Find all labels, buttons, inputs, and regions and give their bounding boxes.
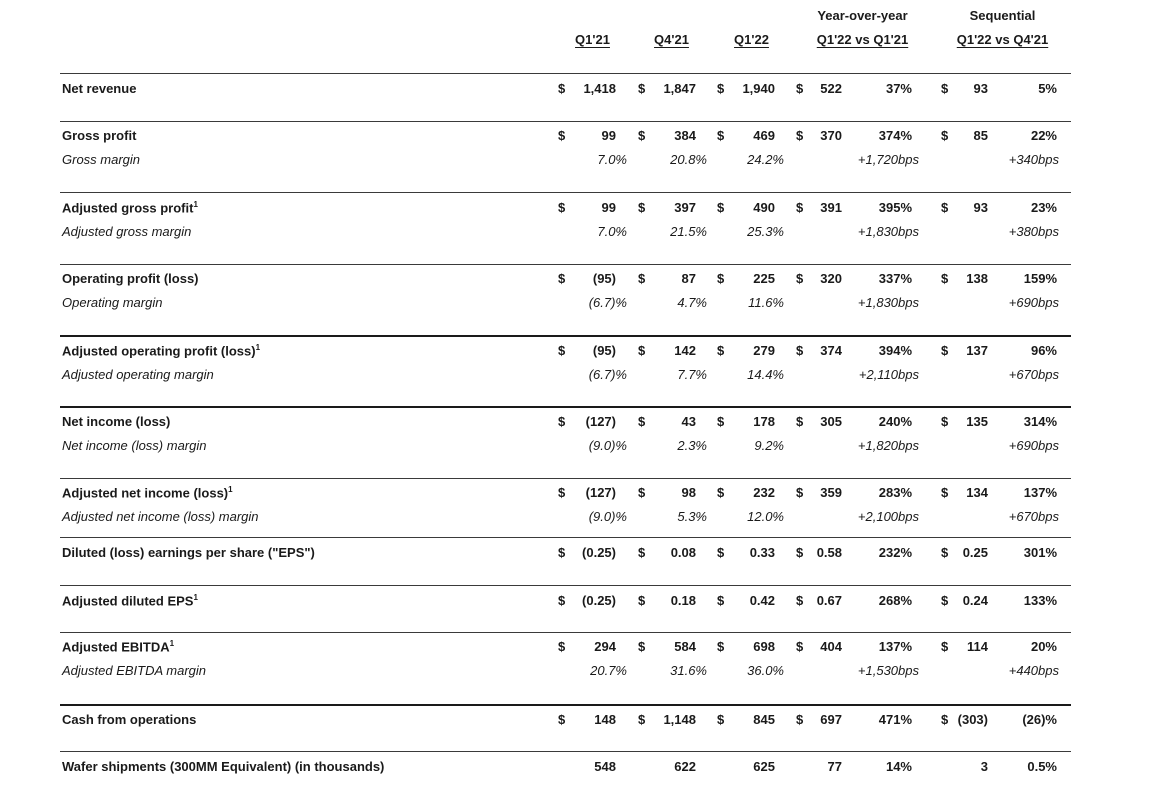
row-label bbox=[62, 271, 199, 286]
col-header-yoy: Q1'22 vs Q1'21 bbox=[816, 32, 909, 47]
value-cell: 294 bbox=[594, 639, 616, 654]
value-cell: 240% bbox=[878, 414, 912, 429]
table-subrow bbox=[0, 435, 1159, 457]
currency-symbol: $ bbox=[941, 485, 949, 500]
margin-cell: 5.3% bbox=[677, 509, 707, 524]
value-cell: 584 bbox=[674, 639, 696, 654]
table-row bbox=[0, 542, 1159, 564]
value-cell: 232% bbox=[878, 545, 912, 560]
table-divider bbox=[60, 478, 1071, 479]
currency-symbol: $ bbox=[941, 545, 949, 560]
value-cell: 0.67 bbox=[816, 593, 842, 608]
row-label-text: Wafer shipments (300MM Equivalent) (in thousands) bbox=[62, 759, 385, 774]
value-cell: 77 bbox=[827, 759, 842, 774]
value-cell: 159% bbox=[1023, 271, 1057, 286]
row-label-text: Adjusted gross profit bbox=[62, 200, 194, 216]
row-label bbox=[62, 712, 196, 727]
table-row bbox=[0, 636, 1159, 658]
table-row bbox=[0, 756, 1159, 778]
currency-symbol: $ bbox=[638, 593, 646, 608]
value-cell: 1,148 bbox=[663, 712, 696, 727]
value-cell: 43 bbox=[681, 414, 696, 429]
row-label bbox=[62, 759, 384, 774]
table-subrow bbox=[0, 221, 1159, 243]
currency-symbol: $ bbox=[558, 712, 566, 727]
yoy-header: Year-over-year bbox=[817, 8, 908, 23]
table-row bbox=[0, 340, 1159, 362]
currency-symbol: $ bbox=[558, 81, 566, 96]
table-subrow bbox=[0, 364, 1159, 386]
row-label-text: Adjusted net income (loss) bbox=[62, 485, 229, 501]
currency-symbol: $ bbox=[941, 81, 949, 96]
margin-cell: 12.0% bbox=[747, 509, 784, 524]
table-row bbox=[0, 709, 1159, 731]
margin-cell: (9.0)% bbox=[588, 509, 627, 524]
margin-cell: +670bps bbox=[1008, 367, 1059, 382]
margin-cell: 21.5% bbox=[670, 224, 707, 239]
row-label bbox=[62, 367, 214, 382]
table-row bbox=[0, 590, 1159, 612]
value-cell: 137% bbox=[1023, 485, 1057, 500]
footnote-marker: 1 bbox=[193, 200, 198, 209]
currency-symbol: $ bbox=[796, 639, 804, 654]
value-cell: 374 bbox=[820, 343, 842, 358]
table-divider bbox=[60, 192, 1071, 193]
value-cell: 471% bbox=[878, 712, 912, 727]
currency-symbol: $ bbox=[558, 200, 566, 215]
value-cell: 490 bbox=[753, 200, 775, 215]
table-divider bbox=[60, 537, 1071, 538]
value-cell: 142 bbox=[674, 343, 696, 358]
margin-cell: 14.4% bbox=[747, 367, 784, 382]
row-label-text: Adjusted net income (loss) margin bbox=[62, 509, 259, 524]
value-cell: 98 bbox=[681, 485, 696, 500]
value-cell: 5% bbox=[1038, 81, 1057, 96]
value-cell: 23% bbox=[1030, 200, 1057, 215]
value-cell: 148 bbox=[594, 712, 616, 727]
value-cell: 0.5% bbox=[1027, 759, 1057, 774]
currency-symbol: $ bbox=[558, 343, 566, 358]
row-label bbox=[62, 438, 207, 453]
row-label-text: Adjusted diluted EPS bbox=[62, 593, 194, 609]
margin-cell: 24.2% bbox=[747, 152, 784, 167]
value-cell: 395% bbox=[878, 200, 912, 215]
row-label bbox=[62, 343, 260, 358]
value-cell: 397 bbox=[674, 200, 696, 215]
value-cell: (95) bbox=[592, 271, 616, 286]
value-cell: 96% bbox=[1030, 343, 1057, 358]
currency-symbol: $ bbox=[638, 545, 646, 560]
margin-cell: +1,830bps bbox=[857, 224, 919, 239]
table-row bbox=[0, 411, 1159, 433]
value-cell: 0.24 bbox=[962, 593, 988, 608]
value-cell: 337% bbox=[878, 271, 912, 286]
footnote-marker: 1 bbox=[193, 593, 198, 602]
value-cell: 548 bbox=[594, 759, 616, 774]
value-cell: 0.18 bbox=[670, 593, 696, 608]
value-cell: 1,847 bbox=[663, 81, 696, 96]
row-label-text: Net income (loss) margin bbox=[62, 438, 207, 453]
margin-cell: 7.0% bbox=[597, 224, 627, 239]
col-header-q122: Q1'22 bbox=[734, 32, 769, 47]
table-divider bbox=[60, 406, 1071, 408]
currency-symbol: $ bbox=[717, 712, 725, 727]
currency-symbol: $ bbox=[717, 545, 725, 560]
value-cell: 37% bbox=[885, 81, 912, 96]
col-header-seq: Q1'22 vs Q4'21 bbox=[956, 32, 1049, 47]
row-label-text: Cash from operations bbox=[62, 712, 197, 727]
footnote-marker: 1 bbox=[228, 485, 233, 494]
margin-cell: +690bps bbox=[1008, 295, 1059, 310]
margin-cell: (9.0)% bbox=[588, 438, 627, 453]
row-label bbox=[62, 224, 191, 239]
margin-cell: +670bps bbox=[1008, 509, 1059, 524]
value-cell: 93 bbox=[973, 200, 988, 215]
value-cell: 394% bbox=[878, 343, 912, 358]
value-cell: 135 bbox=[966, 414, 988, 429]
value-cell: 625 bbox=[753, 759, 775, 774]
currency-symbol: $ bbox=[717, 343, 725, 358]
margin-cell: (6.7)% bbox=[588, 367, 627, 382]
value-cell: 301% bbox=[1023, 545, 1057, 560]
currency-symbol: $ bbox=[638, 343, 646, 358]
currency-symbol: $ bbox=[638, 414, 646, 429]
value-cell: 134 bbox=[966, 485, 988, 500]
value-cell: 3 bbox=[980, 759, 988, 774]
currency-symbol: $ bbox=[796, 414, 804, 429]
currency-symbol: $ bbox=[638, 271, 646, 286]
value-cell: 359 bbox=[820, 485, 842, 500]
row-label-text: Adjusted operating margin bbox=[62, 367, 214, 382]
table-row bbox=[0, 268, 1159, 290]
row-label bbox=[62, 639, 174, 654]
value-cell: 133% bbox=[1023, 593, 1057, 608]
currency-symbol: $ bbox=[717, 271, 725, 286]
row-label bbox=[62, 485, 233, 500]
currency-symbol: $ bbox=[558, 639, 566, 654]
table-divider bbox=[60, 121, 1071, 122]
row-label-text: Adjusted EBITDA margin bbox=[62, 663, 207, 678]
row-label bbox=[62, 545, 315, 560]
row-label-text: Adjusted EBITDA bbox=[62, 639, 170, 655]
margin-cell: 4.7% bbox=[677, 295, 707, 310]
margin-cell: 20.7% bbox=[590, 663, 627, 678]
footnote-marker: 1 bbox=[255, 343, 261, 352]
margin-cell: +1,530bps bbox=[857, 663, 919, 678]
currency-symbol: $ bbox=[558, 414, 566, 429]
footnote-marker: 1 bbox=[169, 639, 175, 648]
value-cell: 469 bbox=[753, 128, 775, 143]
value-cell: 370 bbox=[820, 128, 842, 143]
row-label-text: Gross margin bbox=[62, 152, 141, 167]
currency-symbol: $ bbox=[638, 200, 646, 215]
table-divider bbox=[60, 704, 1071, 706]
margin-cell: 31.6% bbox=[670, 663, 707, 678]
currency-symbol: $ bbox=[796, 81, 804, 96]
row-label-text: Adjusted gross margin bbox=[62, 224, 192, 239]
row-label-text: Operating margin bbox=[62, 295, 163, 310]
margin-cell: +690bps bbox=[1008, 438, 1059, 453]
table-divider bbox=[60, 585, 1071, 586]
row-label-text: Gross profit bbox=[62, 128, 137, 143]
value-cell: 845 bbox=[753, 712, 775, 727]
currency-symbol: $ bbox=[796, 485, 804, 500]
currency-symbol: $ bbox=[941, 271, 949, 286]
value-cell: 320 bbox=[820, 271, 842, 286]
table-subrow bbox=[0, 149, 1159, 171]
currency-symbol: $ bbox=[941, 343, 949, 358]
row-label-text: Adjusted operating profit (loss) bbox=[62, 343, 256, 359]
margin-cell: 11.6% bbox=[748, 295, 784, 310]
value-cell: 622 bbox=[674, 759, 696, 774]
table-divider bbox=[60, 73, 1071, 74]
value-cell: 384 bbox=[674, 128, 696, 143]
currency-symbol: $ bbox=[941, 200, 949, 215]
value-cell: (0.25) bbox=[582, 545, 616, 560]
margin-cell: 20.8% bbox=[670, 152, 707, 167]
value-cell: 1,940 bbox=[742, 81, 775, 96]
margin-cell: +2,110bps bbox=[858, 367, 919, 382]
value-cell: 87 bbox=[681, 271, 696, 286]
value-cell: 137 bbox=[966, 343, 988, 358]
currency-symbol: $ bbox=[558, 271, 566, 286]
margin-cell: 7.7% bbox=[677, 367, 707, 382]
value-cell: 138 bbox=[966, 271, 988, 286]
value-cell: 698 bbox=[753, 639, 775, 654]
currency-symbol: $ bbox=[638, 128, 646, 143]
row-label bbox=[62, 509, 259, 524]
currency-symbol: $ bbox=[941, 414, 949, 429]
currency-symbol: $ bbox=[558, 485, 566, 500]
value-cell: 232 bbox=[753, 485, 775, 500]
row-label bbox=[62, 663, 206, 678]
row-label bbox=[62, 200, 198, 215]
value-cell: 225 bbox=[753, 271, 775, 286]
value-cell: 14% bbox=[885, 759, 912, 774]
margin-cell: +1,720bps bbox=[857, 152, 919, 167]
currency-symbol: $ bbox=[717, 128, 725, 143]
sequential-header: Sequential bbox=[969, 8, 1036, 23]
currency-symbol: $ bbox=[941, 593, 949, 608]
currency-symbol: $ bbox=[796, 200, 804, 215]
currency-symbol: $ bbox=[941, 128, 949, 143]
currency-symbol: $ bbox=[941, 712, 949, 727]
value-cell: 314% bbox=[1023, 414, 1057, 429]
currency-symbol: $ bbox=[717, 81, 725, 96]
table-subrow bbox=[0, 660, 1159, 682]
margin-cell: +340bps bbox=[1008, 152, 1059, 167]
row-label-text: Diluted (loss) earnings per share ("EPS") bbox=[62, 545, 315, 560]
value-cell: 0.33 bbox=[749, 545, 775, 560]
value-cell: (303) bbox=[957, 712, 988, 727]
currency-symbol: $ bbox=[796, 128, 804, 143]
currency-symbol: $ bbox=[796, 712, 804, 727]
value-cell: (26)% bbox=[1022, 712, 1057, 727]
currency-symbol: $ bbox=[796, 593, 804, 608]
value-cell: (0.25) bbox=[582, 593, 616, 608]
value-cell: 178 bbox=[753, 414, 775, 429]
currency-symbol: $ bbox=[558, 128, 566, 143]
value-cell: 99 bbox=[601, 200, 616, 215]
value-cell: 99 bbox=[601, 128, 616, 143]
col-header-q421: Q4'21 bbox=[654, 32, 689, 47]
row-label-text: Operating profit (loss) bbox=[62, 271, 199, 286]
margin-cell: +2,100bps bbox=[857, 509, 919, 524]
row-label bbox=[62, 152, 140, 167]
currency-symbol: $ bbox=[717, 414, 725, 429]
currency-symbol: $ bbox=[717, 639, 725, 654]
currency-symbol: $ bbox=[638, 712, 646, 727]
row-label bbox=[62, 593, 198, 608]
table-divider bbox=[60, 751, 1071, 752]
currency-symbol: $ bbox=[717, 200, 725, 215]
currency-symbol: $ bbox=[717, 593, 725, 608]
value-cell: (95) bbox=[592, 343, 616, 358]
margin-cell: (6.7)% bbox=[588, 295, 627, 310]
value-cell: 391 bbox=[820, 200, 842, 215]
row-label bbox=[62, 81, 136, 96]
value-cell: 0.25 bbox=[962, 545, 988, 560]
value-cell: 22% bbox=[1030, 128, 1057, 143]
margin-cell: +1,830bps bbox=[857, 295, 919, 310]
table-row bbox=[0, 78, 1159, 100]
currency-symbol: $ bbox=[717, 485, 725, 500]
value-cell: (127) bbox=[585, 414, 616, 429]
value-cell: 283% bbox=[878, 485, 912, 500]
currency-symbol: $ bbox=[796, 343, 804, 358]
row-label bbox=[62, 128, 136, 143]
currency-symbol: $ bbox=[558, 545, 566, 560]
value-cell: 20% bbox=[1030, 639, 1057, 654]
currency-symbol: $ bbox=[638, 639, 646, 654]
value-cell: 114 bbox=[967, 639, 988, 654]
table-divider bbox=[60, 264, 1071, 265]
table-row bbox=[0, 482, 1159, 504]
margin-cell: 25.3% bbox=[747, 224, 784, 239]
currency-symbol: $ bbox=[796, 545, 804, 560]
value-cell: 93 bbox=[973, 81, 988, 96]
table-subrow bbox=[0, 506, 1159, 528]
value-cell: 522 bbox=[820, 81, 842, 96]
row-label bbox=[62, 295, 162, 310]
value-cell: 1,418 bbox=[583, 81, 616, 96]
margin-cell: +1,820bps bbox=[857, 438, 919, 453]
value-cell: (127) bbox=[585, 485, 616, 500]
row-label-text: Net income (loss) bbox=[62, 414, 171, 429]
value-cell: 85 bbox=[973, 128, 988, 143]
value-cell: 268% bbox=[878, 593, 912, 608]
value-cell: 137% bbox=[878, 639, 912, 654]
value-cell: 0.42 bbox=[749, 593, 775, 608]
value-cell: 697 bbox=[820, 712, 842, 727]
margin-cell: 9.2% bbox=[754, 438, 784, 453]
table-divider bbox=[60, 335, 1071, 337]
currency-symbol: $ bbox=[638, 81, 646, 96]
col-header-q121: Q1'21 bbox=[575, 32, 610, 47]
table-row bbox=[0, 197, 1159, 219]
row-label bbox=[62, 414, 170, 429]
table-subrow bbox=[0, 292, 1159, 314]
margin-cell: 7.0% bbox=[597, 152, 627, 167]
value-cell: 305 bbox=[820, 414, 842, 429]
value-cell: 0.08 bbox=[670, 545, 696, 560]
table-row bbox=[0, 125, 1159, 147]
currency-symbol: $ bbox=[796, 271, 804, 286]
value-cell: 374% bbox=[878, 128, 912, 143]
currency-symbol: $ bbox=[638, 485, 646, 500]
row-label-text: Net revenue bbox=[62, 81, 137, 96]
margin-cell: +380bps bbox=[1008, 224, 1059, 239]
value-cell: 0.58 bbox=[816, 545, 842, 560]
currency-symbol: $ bbox=[558, 593, 566, 608]
table-divider bbox=[60, 632, 1071, 633]
value-cell: 279 bbox=[753, 343, 775, 358]
margin-cell: 36.0% bbox=[747, 663, 784, 678]
value-cell: 404 bbox=[820, 639, 842, 654]
currency-symbol: $ bbox=[941, 639, 949, 654]
margin-cell: +440bps bbox=[1008, 663, 1059, 678]
margin-cell: 2.3% bbox=[677, 438, 707, 453]
